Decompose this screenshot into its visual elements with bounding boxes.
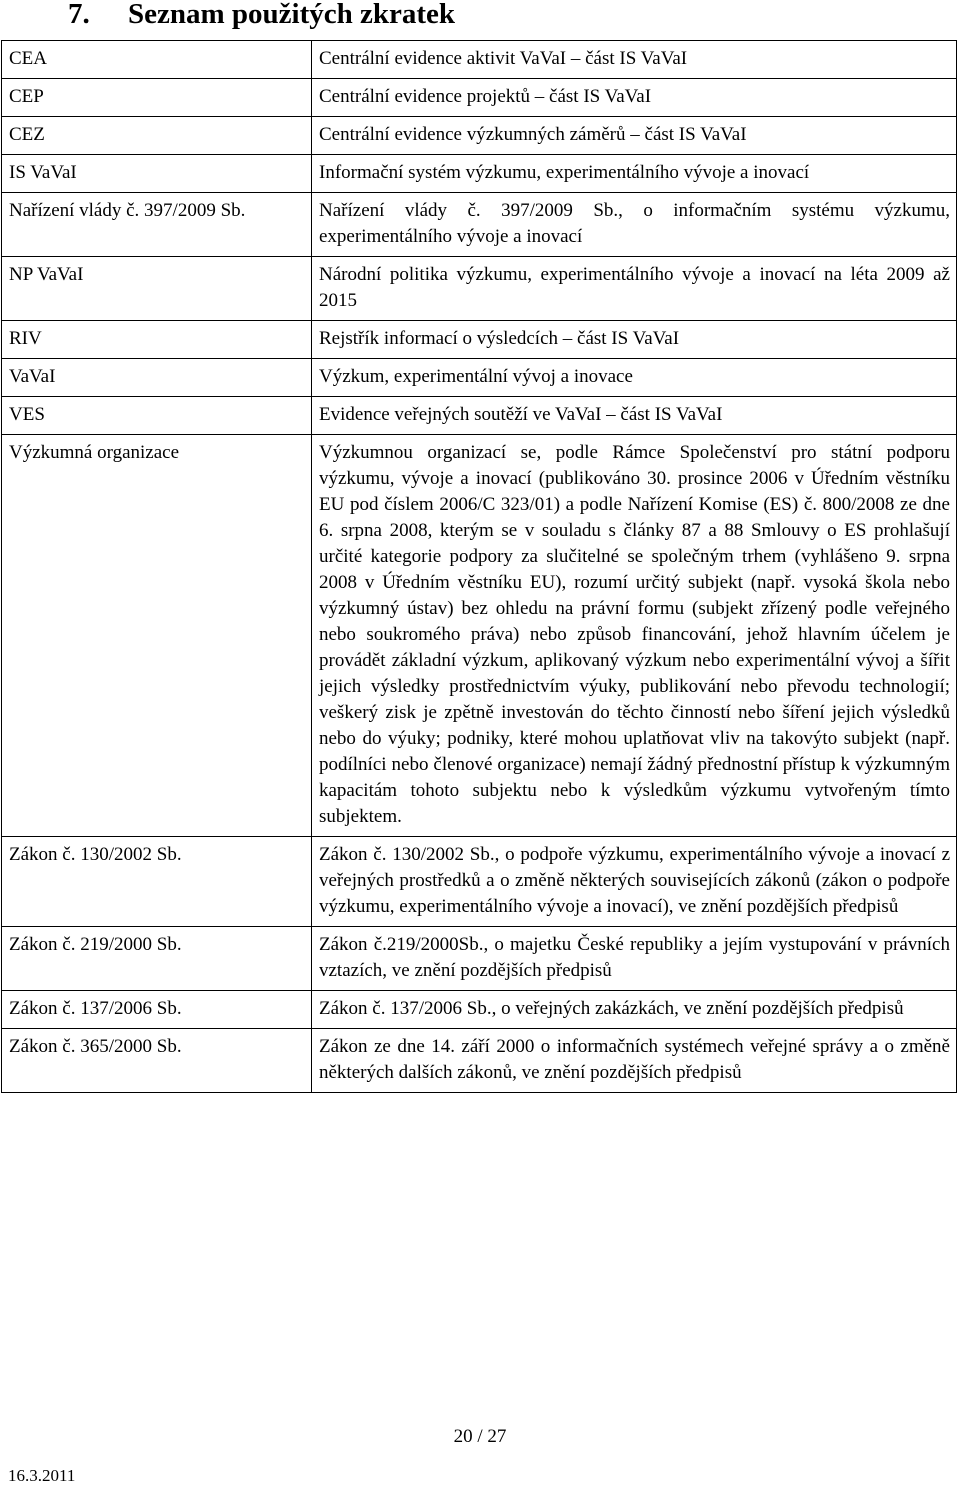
- abbreviation-definition: Informační systém výzkumu, experimentálního vývoje a inovací: [312, 155, 957, 193]
- abbreviation-term: CEA: [2, 41, 312, 79]
- table-row: [2, 155, 957, 193]
- table-row: [2, 41, 957, 79]
- abbreviation-definition: Rejstřík informací o výsledcích – část IS VaVaI: [312, 321, 957, 359]
- table-row: [2, 1029, 957, 1093]
- abbreviation-term: RIV: [2, 321, 312, 359]
- abbreviation-term: IS VaVaI: [2, 155, 312, 193]
- section-number: 7.: [68, 0, 90, 30]
- table-row: [2, 837, 957, 927]
- abbreviation-definition: Zákon č. 130/2002 Sb., o podpoře výzkumu, experimentálního vývoje a inovací z veřejných prostředků a o změně některých souvisejících zákonů (zákon o podpoře výzkumu, experimentálního vývoje a inovací), ve znění pozdějších předpisů: [312, 837, 957, 927]
- abbreviation-definition: Výzkum, experimentální vývoj a inovace: [312, 359, 957, 397]
- abbreviations-table-body: [2, 41, 957, 1093]
- abbreviation-definition: Centrální evidence výzkumných záměrů – část IS VaVaI: [312, 117, 957, 155]
- abbreviation-term: CEP: [2, 79, 312, 117]
- abbreviation-term: Zákon č. 365/2000 Sb.: [2, 1029, 312, 1093]
- abbreviation-term: Zákon č. 130/2002 Sb.: [2, 837, 312, 927]
- table-row: [2, 79, 957, 117]
- abbreviation-term: Zákon č. 219/2000 Sb.: [2, 927, 312, 991]
- table-row: [2, 397, 957, 435]
- abbreviation-definition: Centrální evidence aktivit VaVaI – část IS VaVaI: [312, 41, 957, 79]
- footer-date: 16.3.2011: [8, 1466, 76, 1485]
- abbreviation-term: NP VaVaI: [2, 257, 312, 321]
- abbreviation-term: Výzkumná organizace: [2, 435, 312, 837]
- abbreviations-table: [1, 40, 957, 1093]
- table-row: [2, 435, 957, 837]
- table-row: [2, 257, 957, 321]
- abbreviation-definition: Evidence veřejných soutěží ve VaVaI – část IS VaVaI: [312, 397, 957, 435]
- abbreviation-term: VaVaI: [2, 359, 312, 397]
- abbreviation-definition: Výzkumnou organizací se, podle Rámce Společenství pro státní podporu výzkumu, vývoje a inovací (publikováno 30. prosince 2006 v Úředním věstníku EU pod číslem 2006/C 323/01) a podle Nařízení Komise (ES) č. 800/2008 ze dne 6. srpna 2008, kterým se v souladu s články 87 a 88 Smlouvy o ES prohlašují určité kategorie podpory za slučitelné se společným trhem (vyhlášeno 9. srpna 2008 v Úředním věstníku EU), rozumí určitý subjekt (např. vysoká škola nebo výzkumný ústav) bez ohledu na právní formu (subjekt zřízený podle veřejného nebo soukromého práva) nebo způsob financování, jehož hlavním účelem je provádět základní výzkum, aplikovaný výzkum nebo experimentální vývoj a šířit jejich výsledky prostřednictvím výuky, publikování nebo převodu technologií; veškerý zisk je zpětně investován do těchto činností nebo šíření jejich výsledků nebo do výuky; podniky, které mohou uplatňovat vliv na takovýto subjekt (např. podílníci nebo členové organizace) nemají žádný přednostní přístup k výzkumným kapacitám tohoto subjektu nebo k výsledkům výzkumu vytvořeným tímto subjektem.: [312, 435, 957, 837]
- abbreviation-term: Nařízení vlády č. 397/2009 Sb.: [2, 193, 312, 257]
- table-row: [2, 927, 957, 991]
- abbreviation-definition: Zákon č. 137/2006 Sb., o veřejných zakázkách, ve znění pozdějších předpisů: [312, 991, 957, 1029]
- table-row: [2, 991, 957, 1029]
- abbreviation-definition: Zákon č.219/2000Sb., o majetku České republiky a jejím vystupování v právních vztazích, ve znění pozdějších předpisů: [312, 927, 957, 991]
- page-number: 20 / 27: [453, 1426, 507, 1447]
- table-row: [2, 359, 957, 397]
- section-heading: [68, 0, 455, 32]
- abbreviation-term: Zákon č. 137/2006 Sb.: [2, 991, 312, 1029]
- table-row: [2, 193, 957, 257]
- abbreviation-definition: Zákon ze dne 14. září 2000 o informačních systémech veřejné správy a o změně některých dalších zákonů, ve znění pozdějších předpisů: [312, 1029, 957, 1093]
- section-title: Seznam použitých zkratek: [128, 0, 456, 30]
- abbreviation-definition: Centrální evidence projektů – část IS VaVaI: [312, 79, 957, 117]
- table-row: [2, 117, 957, 155]
- abbreviation-term: VES: [2, 397, 312, 435]
- abbreviation-term: CEZ: [2, 117, 312, 155]
- abbreviation-definition: Národní politika výzkumu, experimentálního vývoje a inovací na léta 2009 až 2015: [312, 257, 957, 321]
- table-row: [2, 321, 957, 359]
- abbreviation-definition: Nařízení vlády č. 397/2009 Sb., o informačním systému výzkumu, experimentálního vývoje a inovací: [312, 193, 957, 257]
